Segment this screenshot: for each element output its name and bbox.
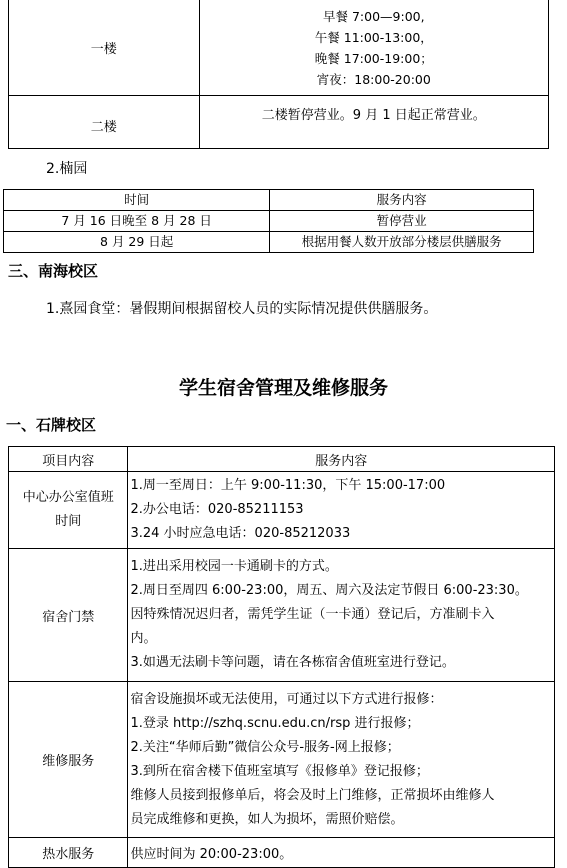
col-header-item: 项目内容 [9,447,128,472]
canteen-hours-table [8,0,549,149]
repair-label-cell: 维修服务 [9,682,128,838]
repair-content-cell: 宿舍设施损坏或无法使用，可通过以下方式进行报修： 1.登录 http://szhq.scnu.edu.cn/rsp 进行报修； 2.关注“华师后勤”微信公众号-服务-网上报修； 3.到所在宿舍楼下值班室填写《报修单》登记报修； 维修人员接到报修单后，将会及时上门维修，正常损坏由维修人 员完成维修和更换，如人为损坏，需照价赔偿。 [128,682,555,838]
table-cell: 根据用餐人数开放部分楼层供膳服务 [270,232,534,253]
table-cell: 7 月 16 日晚至 8 月 28 日 [4,211,270,232]
nanyuan-heading: 2.楠园 [46,161,88,177]
nanyuan-table [3,189,534,253]
page-title: 学生宿舍管理及维修服务 [178,377,388,399]
water-label-cell: 热水服务 [9,838,128,868]
floor2-cell: 二楼 [9,96,200,149]
floor1-hours-cell: 早餐 7:00—9:00, 午餐 11:00-13:00， 晚餐 17:00-19:00； 宵夜：18:00-20:00 [199,0,548,96]
table-cell: 暂停营业 [270,211,534,232]
office-label-cell: 中心办公室值班 时间 [9,472,128,549]
office-content-cell: 1.周一至周日：上午 9:00-11:30，下午 15:00-17:00 2.办公电话：020-85211153 3.24 小时应急电话：020-85212033 [128,472,555,549]
dorm-service-table [8,446,555,868]
nanhai-item: 1.熹园食堂：暑假期间根据留校人员的实际情况提供供膳服务。 [46,301,438,317]
col-header-content: 服务内容 [128,447,555,472]
col-header-time: 时间 [4,190,270,211]
nanhai-heading: 三、南海校区 [8,262,99,280]
floor2-note-cell: 二楼暂停营业。9 月 1 日起正常营业。 [199,96,548,149]
door-label-cell: 宿舍门禁 [9,549,128,682]
table-cell: 8 月 29 日起 [4,232,270,253]
water-content-cell: 供应时间为 20:00-23:00。 [128,838,555,868]
door-content-cell: 1.进出采用校园一卡通刷卡的方式。 2.周日至周四 6:00-23:00，周五、周六及法定节假日 6:00-23:30。 因特殊情况迟归者，需凭学生证（一卡通）登记后，方准刷卡入 内。 3.如遇无法刷卡等问题，请在各栋宿舍值班室进行登记。 [128,549,555,682]
shipai-heading: 一、石牌校区 [6,416,97,434]
col-header-service: 服务内容 [270,190,534,211]
floor1-cell: 一楼 [9,0,200,96]
